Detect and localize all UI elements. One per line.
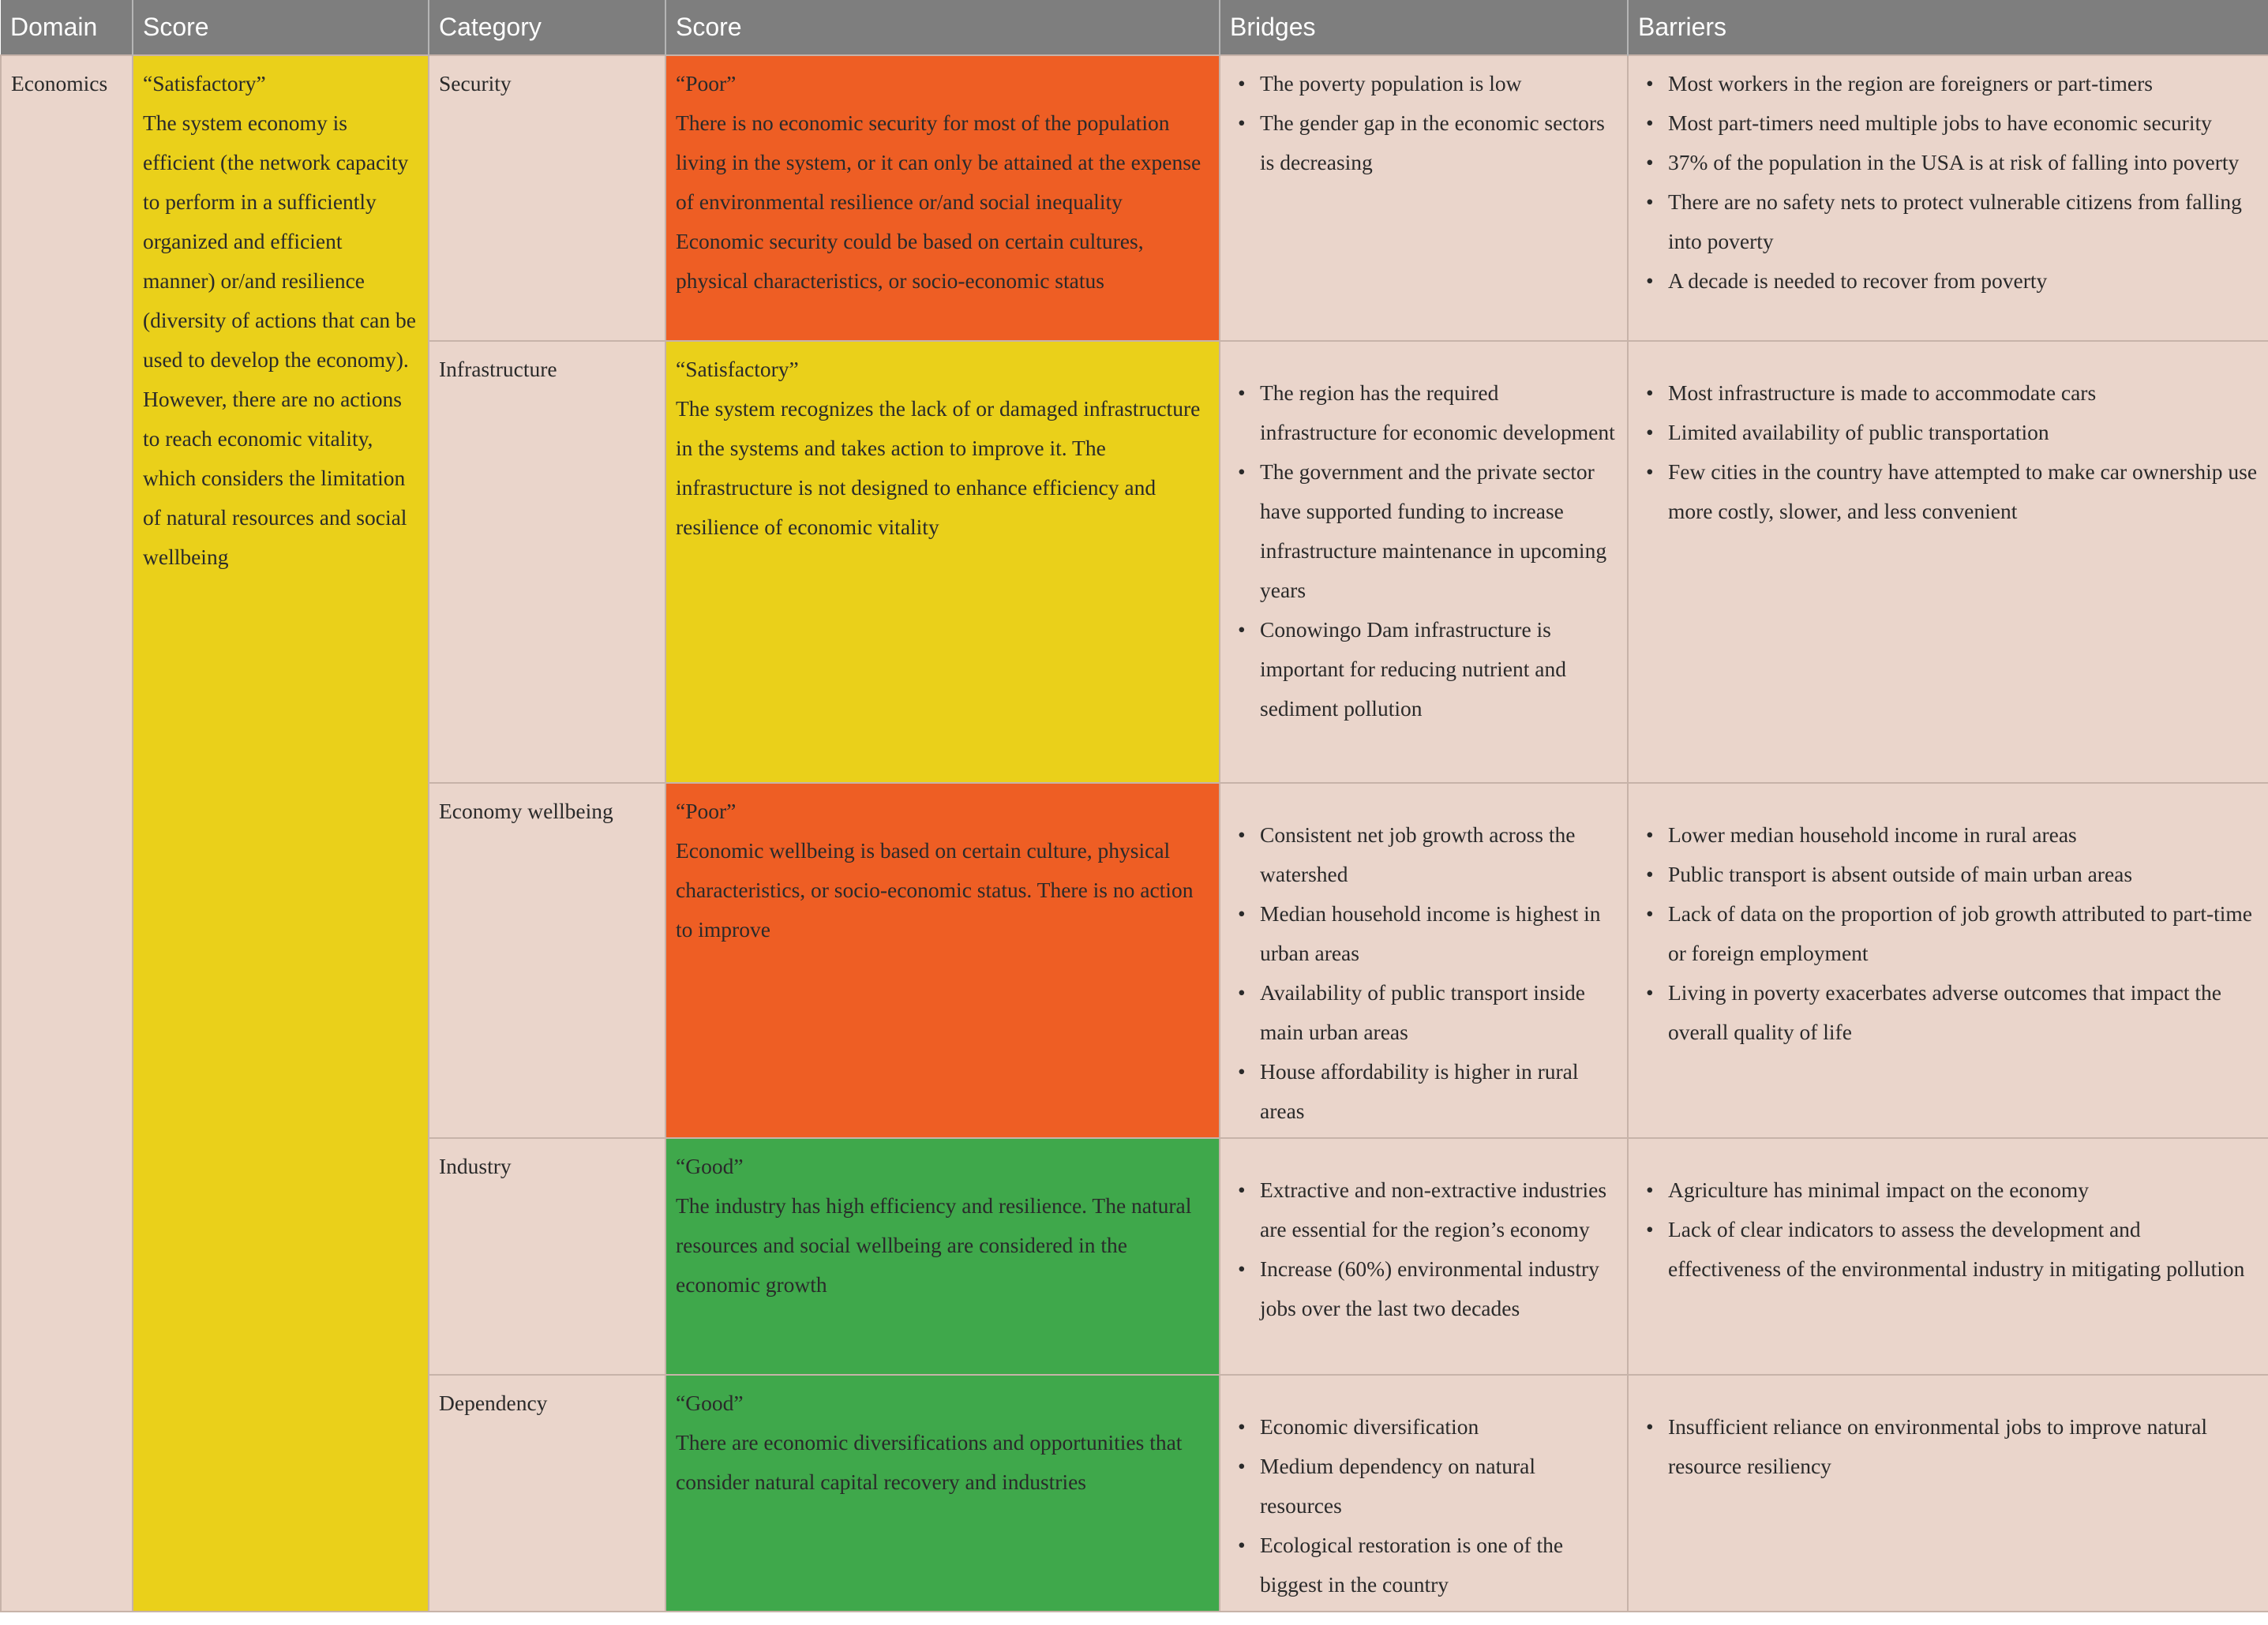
header-bridges: Bridges [1220,0,1628,55]
domain-name: Economics [11,71,108,95]
bridges-list [1230,815,1618,1131]
barrier-item: • Public transport is absent outside of main urban areas [1638,855,2259,894]
category-score-cell [665,1138,1220,1375]
category-score-label: “Good” [676,1391,744,1415]
category-score-label: “Poor” [676,799,737,823]
bridges-list [1230,373,1618,728]
barrier-item: • Lack of data on the proportion of job growth attributed to part-time or foreign employment [1638,894,2259,973]
category-name: Dependency [439,1391,548,1415]
barrier-item: • Limited availability of public transportation [1638,413,2259,452]
domain-cell [1,55,133,1612]
category-score-cell [665,341,1220,783]
barrier-item: • Insufficient reliance on environmental jobs to improve natural resource resiliency [1638,1407,2259,1486]
category-score-cell [665,1375,1220,1612]
bridges-cell [1220,55,1628,341]
bridges-cell [1220,1138,1628,1375]
category-cell [429,1138,665,1375]
barrier-item: • Living in poverty exacerbates adverse outcomes that impact the overall quality of life [1638,973,2259,1052]
category-name: Infrastructure [439,357,557,381]
barriers-cell [1628,1138,2268,1375]
barriers-cell [1628,55,2268,341]
barrier-item: • Lower median household income in rural areas [1638,815,2259,855]
bridges-list [1230,1170,1618,1328]
barriers-list [1638,373,2259,531]
bridge-item: • Availability of public transport inside main urban areas [1230,973,1618,1052]
category-score-text: There are economic diversifications and opportunities that consider natural capital recovery and industries [676,1430,1183,1494]
header-category-score: Score [665,0,1220,55]
category-cell [429,341,665,783]
category-name: Industry [439,1154,512,1178]
category-cell [429,783,665,1138]
category-cell [429,55,665,341]
barriers-list [1638,1170,2259,1289]
barrier-item: • Most workers in the region are foreigners or part-timers [1638,64,2259,103]
header-domain-score: Score [133,0,429,55]
bridges-cell [1220,341,1628,783]
barrier-item: • Agriculture has minimal impact on the economy [1638,1170,2259,1210]
category-score-text: There is no economic security for most of the population living in the system, or it can only be attained at the expense of environmental resilience or/and social inequality [676,110,1201,214]
bridges-list [1230,1407,1618,1604]
table-row [1,55,2268,341]
category-score-label: “Good” [676,1154,744,1178]
domain-score-cell [133,55,429,1612]
bridge-item: • Increase (60%) environmental industry jobs over the last two decades [1230,1249,1618,1328]
barrier-item: • A decade is needed to recover from poverty [1638,261,2259,301]
bridge-item: • Median household income is highest in urban areas [1230,894,1618,973]
bridge-item: • Conowingo Dam infrastructure is important for reducing nutrient and sediment pollution [1230,610,1618,728]
category-score-cell [665,55,1220,341]
barrier-item: • There are no safety nets to protect vulnerable citizens from falling into poverty [1638,182,2259,261]
barriers-cell [1628,783,2268,1138]
barriers-cell [1628,341,2268,783]
bridge-item: • The region has the required infrastructure for economic development [1230,373,1618,452]
barriers-list [1638,64,2259,301]
header-domain: Domain [1,0,133,55]
bridges-cell [1220,783,1628,1138]
category-score-text-extra: Economic security could be based on certain cultures, physical characteristics, or socio-economic status [676,229,1144,293]
bridge-item: • The government and the private sector have supported funding to increase infrastructure maintenance in upcoming years [1230,452,1618,610]
category-name: Economy wellbeing [439,799,613,823]
bridge-item: • The poverty population is low [1230,64,1618,103]
category-score-cell [665,783,1220,1138]
bridge-item: • Economic diversification [1230,1407,1618,1447]
header-category: Category [429,0,665,55]
bridges-list [1230,64,1618,182]
category-cell [429,1375,665,1612]
barrier-item: • Most part-timers need multiple jobs to have economic security [1638,103,2259,143]
bridge-item: • The gender gap in the economic sectors is decreasing [1230,103,1618,182]
header-row [1,0,2268,55]
barriers-list [1638,1407,2259,1486]
bridges-cell [1220,1375,1628,1612]
header-barriers: Barriers [1628,0,2268,55]
barrier-item: • 37% of the population in the USA is at risk of falling into poverty [1638,143,2259,182]
domain-score-label: “Satisfactory” [143,71,266,95]
category-score-text: The industry has high efficiency and resilience. The natural resources and social wellbeing are considered in the economic growth [676,1193,1192,1297]
category-score-text: Economic wellbeing is based on certain culture, physical characteristics, or socio-economic status. There is no action to improve [676,838,1194,942]
domain-score-text: The system economy is efficient (the network capacity to perform in a sufficiently organized and efficient manner) or/and resilience (diversity of actions that can be used to develop the economy). However, there are no actions to reach economic vitality, which considers the limitation of natural resources and social wellbeing [143,110,416,569]
barrier-item: • Most infrastructure is made to accommodate cars [1638,373,2259,413]
barriers-list [1638,815,2259,1052]
category-name: Security [439,71,512,95]
barriers-cell [1628,1375,2268,1612]
bridge-item: • Medium dependency on natural resources [1230,1447,1618,1526]
barrier-item: • Few cities in the country have attempted to make car ownership use more costly, slower, and less convenient [1638,452,2259,531]
category-score-label: “Poor” [676,71,737,95]
bridge-item: • Consistent net job growth across the watershed [1230,815,1618,894]
barrier-item: • Lack of clear indicators to assess the development and effectiveness of the environmental industry in mitigating pollution [1638,1210,2259,1289]
category-score-label: “Satisfactory” [676,357,799,381]
bridge-item: • Extractive and non-extractive industries are essential for the region’s economy [1230,1170,1618,1249]
category-score-text: The system recognizes the lack of or damaged infrastructure in the systems and takes action to improve it. The infrastructure is not designed to enhance efficiency and resilience of economic vitality [676,396,1201,539]
bridge-item: • House affordability is higher in rural areas [1230,1052,1618,1131]
bridge-item: • Ecological restoration is one of the biggest in the country [1230,1526,1618,1604]
